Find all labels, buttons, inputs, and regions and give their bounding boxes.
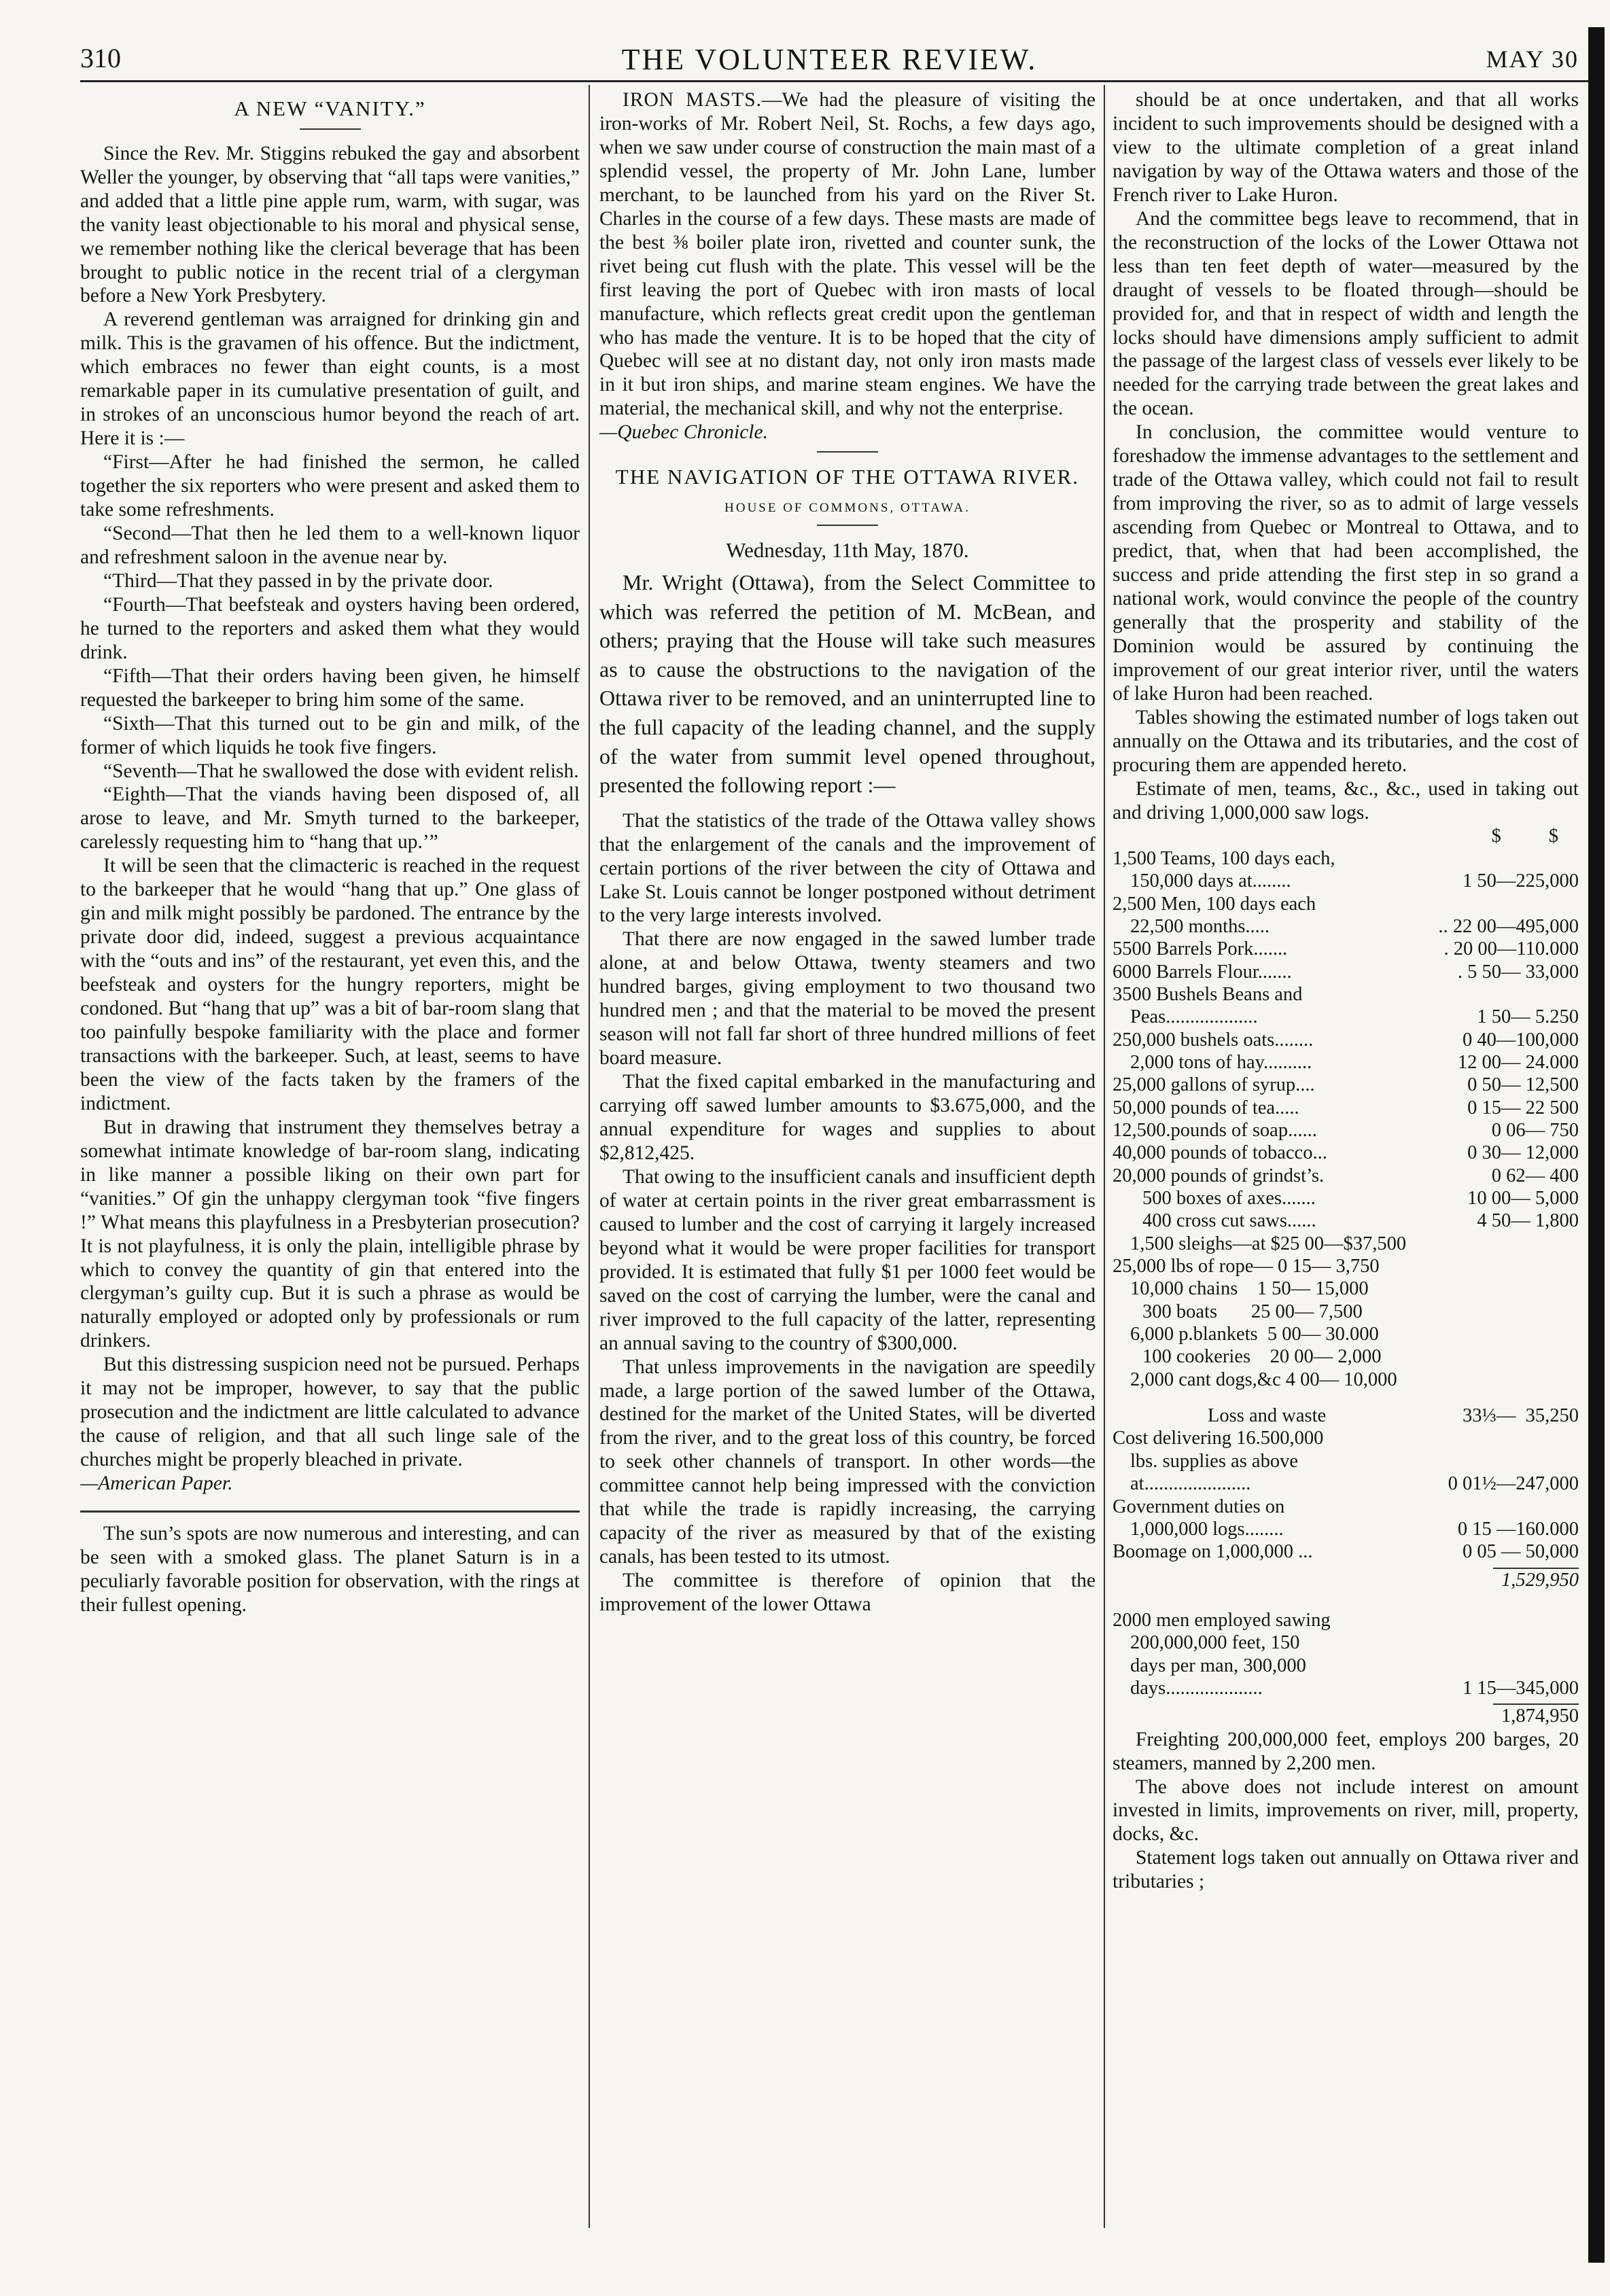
vanity-article-body <box>80 142 580 1472</box>
estimate-row <box>1113 1119 1579 1142</box>
estimate-row <box>1113 983 1579 1006</box>
row-label: 6000 Barrels Flour....... <box>1113 961 1292 983</box>
estimate-row <box>1113 1187 1579 1209</box>
row-value: . 5 50— 33,000 <box>1457 961 1579 983</box>
estimate-row <box>1113 1051 1579 1074</box>
row-label: days per man, 300,000 <box>1130 1655 1306 1676</box>
row-label: 2,000 cant dogs,&c 4 00— 10,000 <box>1130 1368 1397 1390</box>
page-edge-shadow <box>1588 27 1605 2263</box>
estimate-row <box>1113 1165 1579 1187</box>
subtotal-2: 1,874,950 <box>1493 1703 1579 1727</box>
section-rule <box>80 1511 580 1513</box>
paragraph: But in drawing that instrument they themselves betray a somewhat intimate knowledge of bar-room slang, indicating in like manner a possible liking on their own part for “vanities.” Of gin the unhappy clergyman took “five fingers !” What means this playfulness in a Presbyterian prosecution? It is not playfulness, it is only the plain, intelligible phrase by which to convey the quantity of gin that entered into the clergyman’s guilty cup. But it is such a phrase as would be naturally employed or adopted only by professionals or rum drinkers. <box>80 1116 580 1352</box>
row-label: 50,000 pounds of tea..... <box>1113 1097 1299 1118</box>
paragraph: The above does not include interest on amount invested in limits, improvements on river, mill, property, docks, &c. <box>1113 1776 1579 1845</box>
paragraph: “Third—That they passed in by the private door. <box>103 569 493 592</box>
row-value: 4 50— 1,800 <box>1477 1210 1579 1232</box>
page-number: 310 <box>80 43 121 73</box>
row-label: 2,000 tons of hay.......... <box>1130 1051 1312 1073</box>
paragraph: Since the Rev. Mr. Stiggins rebuked the gay and absorbent Weller the younger, by observing that “all taps were vanities,” and added that a little pine apple rum, warm, with sugar, was the vanity least objectionable to his moral and physical sense, we remember nothing like the clerical beverage that has been brought to public notice in the recent trial of a clergyman before a New York Presbytery. <box>80 142 580 307</box>
row-label: 25,000 gallons of syrup.... <box>1113 1074 1315 1096</box>
cost-rows <box>1113 1427 1579 1563</box>
estimate-row <box>1113 893 1579 915</box>
paragraph: Tables showing the estimated number of logs taken out annually on the Ottawa and its tributaries, and the cost of procuring them are appended hereto. <box>1113 706 1579 776</box>
paragraph: should be at once undertaken, and that all works incident to such improvements should be designed with a view to the ultimate completion of a great inland navigation by way of the Ottawa waters and those of the French river to Lake Huron. <box>1113 89 1579 206</box>
column-3 <box>1113 88 1579 2231</box>
column-rule-2 <box>1104 85 1105 2228</box>
row-label: 500 boxes of axes....... <box>1142 1188 1316 1209</box>
paragraph: “Second—That then he led them to a well-known liquor and refreshment saloon in the avenue near by. <box>80 522 580 568</box>
estimate-row <box>1113 1301 1579 1323</box>
estimate-rows <box>1113 847 1579 1391</box>
article-title-navigation: THE NAVIGATION OF THE OTTAWA RIVER. <box>615 465 1080 489</box>
row-label: 200,000,000 feet, 150 <box>1130 1632 1300 1654</box>
subtotal-1: 1,529,950 <box>1493 1568 1579 1591</box>
paragraph: “Sixth—That this turned out to be gin and milk, of the former of which liquids he took five fingers. <box>80 712 580 758</box>
estimate-row <box>1113 870 1579 892</box>
row-value: 0 15 —160.000 <box>1457 1518 1579 1540</box>
row-label: 1,000,000 logs........ <box>1130 1518 1284 1540</box>
vanity-signature: —American Paper. <box>80 1472 233 1495</box>
paragraph: That the fixed capital embarked in the manufacturing and carrying off sawed lumber amounts to $3.675,000, and the annual expenditure for wages and supplies to about $2,812,425. <box>599 1071 1096 1164</box>
row-label: 1,500 Teams, 100 days each, <box>1113 847 1335 869</box>
row-label: Government duties on <box>1113 1496 1285 1517</box>
row-label: 150,000 days at........ <box>1130 870 1291 892</box>
closing-notes <box>1113 1728 1579 1894</box>
estimate-table <box>1113 825 1579 1728</box>
paragraph: “Fourth—That beefsteak and oysters having been ordered, he turned to the reporters and asked them what they would drink. <box>80 593 580 663</box>
paragraph: It will be seen that the climacteric is reached in the request to the barkeeper that he would “hang that up.” One glass of gin and milk might possibly be pardoned. The entrance by the private door did, indeed, suggest a previous acquaintance with the “outs and ins” of the restaurant, yet even this, and the beefsteak and oysters for the hungry reporters, might be condoned. But “hang that up” was a bit of bar-room slang that too painfully bespoke familiarity with the place and former transactions with the barkeeper. Such, at least, seems to have been the view of the facts taken by the framers of the indictment. <box>80 855 580 1114</box>
paragraph: “First—After he had finished the sermon, he called together the six reporters who were present and asked them to take some refreshments. <box>80 451 580 521</box>
row-value: 1 50—225,000 <box>1463 870 1579 892</box>
header-rule <box>80 80 1599 82</box>
row-label: 12,500.pounds of soap...... <box>1113 1120 1317 1142</box>
paragraph: That there are now engaged in the sawed lumber trade alone, at and below Ottawa, twenty steamers and two hundred barges, giving employment to two thousand two hundred men ; and that the material to be moved the present season will not fall far short of three hundred millions of feet board measure. <box>599 928 1096 1070</box>
row-value: 0 15— 22 500 <box>1467 1097 1579 1118</box>
row-value: 0 50— 12,500 <box>1467 1074 1579 1096</box>
estimate-row <box>1113 1677 1579 1699</box>
row-label: Boomage on 1,000,000 ... <box>1113 1541 1313 1563</box>
estimate-row <box>1113 1496 1579 1518</box>
paragraph: That unless improvements in the navigation are speedily made, a large portion of the sawed lumber of the Ottawa, destined for the market of the United States, will be diverted from the river, and to the great loss of this country, be forced to seek other channels of transport. In other words—the committee cannot help being impressed with the conviction that while the trade is rapidly increasing, the carrying capacity of the river as measured by that of the existing canals, has been tested to its utmost. <box>599 1356 1096 1568</box>
row-value: 0 05 — 50,000 <box>1463 1541 1579 1563</box>
estimate-row <box>1113 1029 1579 1051</box>
estimate-row <box>1113 1609 1579 1631</box>
sawing-rows <box>1113 1609 1579 1699</box>
row-label: at...................... <box>1130 1473 1251 1495</box>
row-value: 1 50— 5.250 <box>1477 1006 1579 1028</box>
row-value: 0 01½—247,000 <box>1448 1473 1579 1495</box>
title-rule <box>817 525 878 526</box>
row-label: 20,000 pounds of grindst’s. <box>1113 1165 1325 1186</box>
paragraph: In conclusion, the committee would venture to foreshadow the immense advantages to the settlement and trade of the Ottawa valley, which could not fail to result from improving the river, so as to admit of large vessels ascending from Quebec or Montreal to Ottawa, and to predict, that, when that had been accomplished, the success and pride attending the first step in so grand a national work, would convince the people of the country generally that the prosperity and stability of the Dominion would be assured by continuing the improvement of our great interior river, until the waters of lake Huron had been reached. <box>1113 421 1579 705</box>
estimate-row <box>1113 1631 1579 1654</box>
article-title-vanity: A NEW “VANITY.” <box>234 96 426 120</box>
estimate-row <box>1113 1427 1579 1449</box>
row-label: 6,000 p.blankets 5 00— 30.000 <box>1130 1324 1379 1345</box>
row-value: 1 15—345,000 <box>1463 1677 1579 1699</box>
estimate-row <box>1113 1368 1579 1391</box>
paragraph: Freighting 200,000,000 feet, employs 200 barges, 20 steamers, manned by 2,200 men. <box>1113 1728 1579 1774</box>
section-rule <box>817 451 878 453</box>
row-label: 400 cross cut saws...... <box>1142 1210 1316 1232</box>
estimate-row <box>1113 1233 1579 1255</box>
paragraph: The committee is therefore of opinion that the improvement of the lower Ottawa <box>599 1570 1096 1616</box>
estimate-row <box>1113 915 1579 938</box>
estimate-row <box>1113 1074 1579 1096</box>
paragraph: But this distressing suspicion need not be pursued. Perhaps it may not be improper, however, to say that the public prosecution and the indictment are little calculated to advance the cause of religion, and that all such linge sale of the churches might be properly bleached in private. <box>80 1354 580 1471</box>
paragraph: That owing to the insufficient canals and insufficient depth of water at certain points in the river great embarrassment is caused to lumber and the cost of carrying it largely increased beyond what it would be were proper facilities for transport provided. It is estimated that fully $1 per 1000 feet would be saved on the cost of carrying the lumber, were the canal and river improved to the full capacity of the latter, representing an annual saving to the country of $300,000. <box>599 1165 1096 1354</box>
row-label: 3500 Bushels Beans and <box>1113 983 1303 1005</box>
paragraph: A reverend gentleman was arraigned for drinking gin and milk. This is the gravamen of his offence. But the indictment, which embraces no fewer than eight counts, is a most remarkable paper in its cumulative presentation of guilt, and in strokes of an unconscious humor beyond the reach of art. Here it is :— <box>80 308 580 450</box>
estimate-row <box>1113 847 1579 870</box>
estimate-row <box>1113 1345 1579 1368</box>
iron-masts-paragraph: IRON MASTS.—We had the pleasure of visiting the iron-works of Mr. Robert Neil, St. Rochs, a few days ago, when we saw under course of construction the main mast of a splendid vessel, the property of Mr. John Lane, lumber merchant, to be launched from his yard on the River St. Charles in the course of a few days. These masts are made of the best ⅜ boiler plate iron, rivetted and counter sunk, the rivet being cut flush with the plate. This vessel will be the first leaving the port of Quebec with iron masts of local manufacture, which reflects great credit upon the gentleman who has made the venture. It is to be hoped that the city of Quebec will see at no distant day, not only iron masts made in it but iron ships, and marine steam engines. We have the material, the mechanical skill, and why not the enterprise. <box>599 89 1096 420</box>
row-value: 0 30— 12,000 <box>1467 1142 1579 1164</box>
estimate-row <box>1113 961 1579 983</box>
estimate-row <box>1113 1450 1579 1472</box>
row-label: days.................... <box>1130 1677 1263 1699</box>
row-label: 100 cookeries 20 00— 2,000 <box>1142 1346 1382 1368</box>
dollar-header: $ $ <box>1491 825 1558 847</box>
report-intro: Mr. Wright (Ottawa), from the Select Committee to which was referred the petition of M. McBean, and others; praying that the House will take such measures as to cause the obstructions to the navigation of the Ottawa river to be removed, and an uninterrupted line to the full capacity of the leading channel, and the supply of the water from summit level opened throughout, presented the following report :— <box>599 570 1096 798</box>
column-1 <box>80 88 580 2231</box>
row-label: 40,000 pounds of tobacco... <box>1113 1142 1327 1164</box>
row-label: 300 boats 25 00— 7,500 <box>1142 1301 1363 1322</box>
estimate-row <box>1113 1209 1579 1232</box>
paragraph: And the committee begs leave to recommend, that in the reconstruction of the locks of the Lower Ottawa not less than ten feet depth of water—measured by the draught of vessels to be floated through—should be provided for, and that in respect of width and length the locks should have dimensions amply sufficient to admit the passage of the largest class of vessels ever likely to be needed for the carrying trade between the great lakes and the ocean. <box>1113 207 1579 420</box>
loss-and-waste-row: Loss and waste 33⅓— 35,250 <box>1208 1405 1579 1427</box>
row-value: 0 40—100,000 <box>1463 1029 1579 1050</box>
estimate-row <box>1113 1540 1579 1563</box>
paragraph: That the statistics of the trade of the Ottawa valley shows that the enlargement of the canals and the improvement of certain portions of the river between the city of Ottawa and Lake St. Louis cannot be longer postponed without detriment to the very large interests involved. <box>599 809 1096 927</box>
paragraph: “Seventh—That he swallowed the dose with evident relish. <box>103 760 579 782</box>
row-value: .. 22 00—495,000 <box>1438 915 1579 937</box>
title-rule <box>300 128 361 130</box>
iron-masts-signature: —Quebec Chronicle. <box>599 421 768 444</box>
estimate-row <box>1113 1255 1579 1277</box>
iron-masts-lead: IRON MASTS. <box>623 89 762 111</box>
estimate-row <box>1113 1518 1579 1540</box>
row-label: 250,000 bushels oats........ <box>1113 1029 1314 1050</box>
row-label: 25,000 lbs of rope— 0 15— 3,750 <box>1113 1256 1380 1277</box>
paragraph: Statement logs taken out annually on Ottawa river and tributaries ; <box>1113 1847 1579 1893</box>
publication-title: THE VOLUNTEER REVIEW. <box>621 43 1038 76</box>
paragraph: “Eighth—That the viands having been disposed of, all arose to leave, and Mr. Smyth turned to the barkeeper, carelessly requesting him to “hang that up.’” <box>80 783 580 853</box>
sun-spots-paragraph: The sun’s spots are now numerous and interesting, and can be seen with a smoked glass. The planet Saturn is in a peculiarly favorable position for observation, with the rings at their fullest opening. <box>80 1523 580 1616</box>
estimate-row <box>1113 1323 1579 1345</box>
estimate-row <box>1113 1142 1579 1164</box>
column-rule-1 <box>589 85 590 2228</box>
issue-date: MAY 30 <box>1486 46 1579 73</box>
row-value: 0 62— 400 <box>1491 1165 1579 1186</box>
row-value: . 20 00—110.000 <box>1443 938 1579 960</box>
row-label: 22,500 months..... <box>1130 915 1270 937</box>
paragraph: “Fifth—That their orders having been given, he himself requested the barkeeper to bring him some of the same. <box>80 665 580 711</box>
row-label: Peas................... <box>1130 1006 1258 1028</box>
row-value: 12 00— 24.000 <box>1457 1051 1579 1073</box>
estimate-row <box>1113 1277 1579 1300</box>
estimate-row <box>1113 1472 1579 1495</box>
estimate-row <box>1113 1097 1579 1119</box>
report-continued <box>1113 88 1579 825</box>
estimate-row <box>1113 1006 1579 1028</box>
row-value: 10 00— 5,000 <box>1467 1188 1579 1209</box>
row-label: 10,000 chains 1 50— 15,000 <box>1130 1278 1369 1300</box>
column-2 <box>599 88 1096 2231</box>
report-date: Wednesday, 11th May, 1870. <box>726 537 969 562</box>
row-value: 0 06— 750 <box>1491 1120 1579 1142</box>
row-label: 2000 men employed sawing <box>1113 1609 1331 1631</box>
row-label: 1,500 sleighs—at $25 00—$37,500 <box>1130 1233 1407 1254</box>
report-body <box>599 809 1096 1617</box>
house-of-commons-line: HOUSE OF COMMONS, OTTAWA. <box>724 501 970 516</box>
row-label: lbs. supplies as above <box>1130 1450 1298 1472</box>
paragraph: Estimate of men, teams, &c., &c., used in taking out and driving 1,000,000 saw logs. <box>1113 777 1579 824</box>
row-label: Cost delivering 16.500,000 <box>1113 1428 1324 1449</box>
row-label: 2,500 Men, 100 days each <box>1113 893 1316 915</box>
estimate-row <box>1113 938 1579 960</box>
estimate-row <box>1113 1655 1579 1677</box>
row-label: 5500 Barrels Pork....... <box>1113 938 1288 960</box>
page-header <box>80 37 1579 84</box>
